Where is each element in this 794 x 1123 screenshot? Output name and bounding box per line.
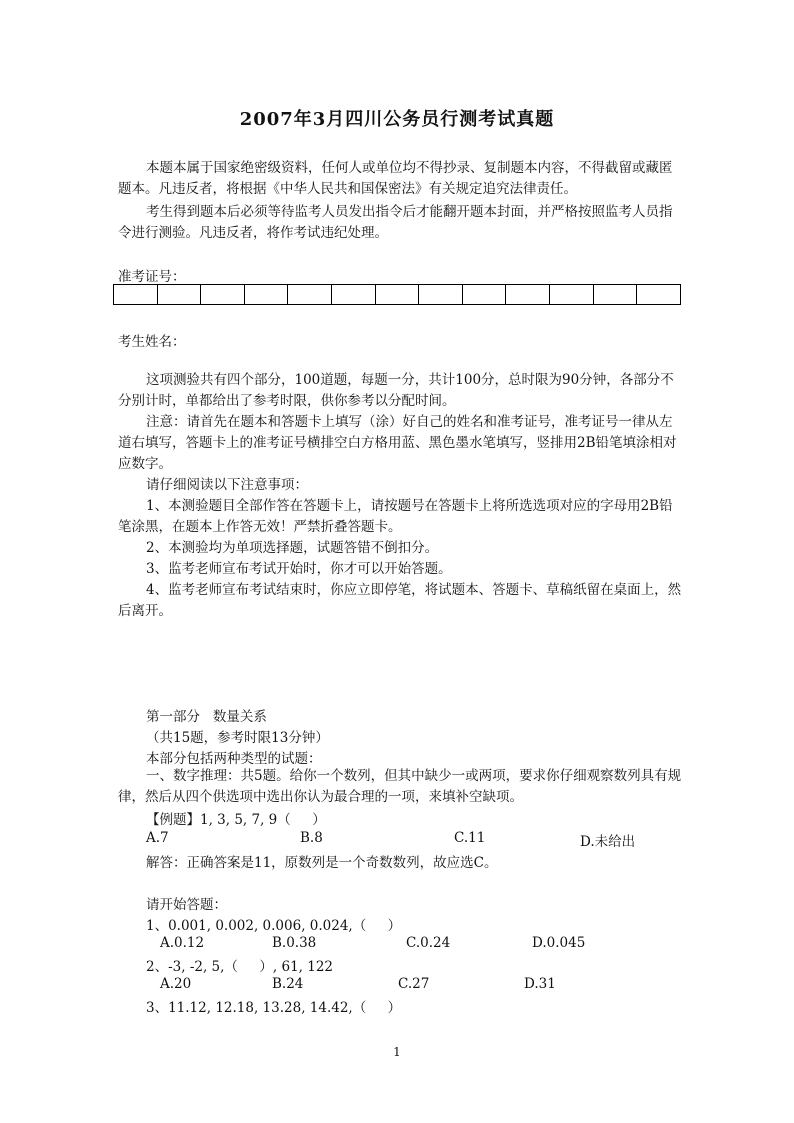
section-subheading: （共15题，参考时限13分钟）	[146, 730, 329, 746]
option-d: D.0.045	[532, 935, 586, 951]
option-c: C.11	[454, 830, 486, 846]
option-a: A.7	[146, 830, 169, 846]
id-box[interactable]	[201, 285, 245, 305]
section-intro: 本部分包括两种类型的试题：	[146, 751, 322, 767]
option-c: C.27	[398, 976, 430, 992]
example-question: 【例题】1, 3, 5, 7, 9（ ）	[146, 812, 326, 828]
option-a: A.20	[160, 976, 192, 992]
page-title: 2007年3月四川公务员行测考试真题	[239, 109, 555, 130]
section-heading: 第一部分 数量关系	[146, 709, 267, 725]
option-b: B.24	[272, 976, 304, 992]
start-prompt: 请开始答题：	[146, 897, 227, 913]
id-box[interactable]	[244, 285, 288, 305]
candidate-id-label: 准考证号：	[118, 269, 186, 285]
test-overview: 这项测验共有四个部分，100道题，每题一分，共计100分，总时限为90分钟，各部分不分别计时，单都给出了参考时限，供你参考以分配时间。	[118, 372, 674, 409]
candidate-name-label: 考生姓名：	[118, 334, 186, 350]
read-carefully: 请仔细阅读以下注意事项：	[146, 477, 308, 493]
question-1: 1、0.001, 0.002, 0.006, 0.024,（ ）	[146, 918, 402, 934]
option-b: B.8	[300, 830, 323, 846]
confidentiality-notice: 本题本属于国家绝密级资料，任何人或单位均不得抄录、复制题本内容，不得截留或藏匿题本。凡违反者，将根据《中华人民共和国保密法》有关规定追究法律责任。	[118, 160, 673, 197]
option-d: D.31	[524, 976, 556, 992]
instruction-notice: 考生得到题本后必须等待监考人员发出指令后才能翻开题本封面，并严格按照监考人员指令进行测验。凡违反者，将作考试违纪处理。	[118, 204, 673, 241]
rule-4: 4、监考老师宣布考试结束时，你应立即停笔，将试题本、答题卡、草稿纸留在桌面上，然后离开。	[118, 582, 682, 619]
id-box[interactable]	[332, 285, 376, 305]
example-answer: 解答：正确答案是11，原数列是一个奇数数列，故应选C。	[146, 855, 498, 871]
id-box[interactable]	[550, 285, 594, 305]
rule-1: 1、本测验题目全部作答在答题卡上，请按题号在答题卡上将所选选项对应的字母用2B铅笔涂黑，在题本上作答无效！严禁折叠答题卡。	[118, 498, 673, 535]
id-box[interactable]	[288, 285, 332, 305]
id-box[interactable]	[462, 285, 506, 305]
id-box[interactable]	[375, 285, 419, 305]
id-box[interactable]	[593, 285, 637, 305]
candidate-id-grid[interactable]	[113, 284, 681, 305]
option-a: A.0.12	[160, 935, 205, 951]
id-box[interactable]	[506, 285, 550, 305]
fill-in-note: 注意：请首先在题本和答题卡上填写（涂）好自己的姓名和准考证号，准考证号一律从左道右填写，答题卡上的准考证号横排空白方格用蓝、黑色墨水笔填写，竖排用2B铅笔填涂相对应数字。	[118, 414, 677, 472]
option-b: B.0.38	[272, 935, 317, 951]
option-d: D.未给出	[580, 834, 636, 850]
id-box[interactable]	[419, 285, 463, 305]
question-2: 2、-3, -2, 5,（ ）, 61, 122	[146, 959, 334, 975]
id-box[interactable]	[637, 285, 681, 305]
question-3: 3、11.12, 12.18, 13.28, 14.42,（ ）	[146, 1000, 402, 1016]
id-box[interactable]	[157, 285, 201, 305]
option-c: C.0.24	[406, 935, 451, 951]
page-number: 1	[393, 1045, 401, 1059]
id-box[interactable]	[114, 285, 158, 305]
type-description: 一、数字推理：共5题。给你一个数列，但其中缺少一或两项，要求你仔细观察数列具有规律，然后从四个供选项中选出你认为最合理的一项，来填补空缺项。	[118, 768, 682, 805]
rule-2: 2、本测验均为单项选择题，试题答错不倒扣分。	[146, 540, 439, 556]
rule-3: 3、监考老师宣布考试开始时，你才可以开始答题。	[146, 561, 452, 577]
